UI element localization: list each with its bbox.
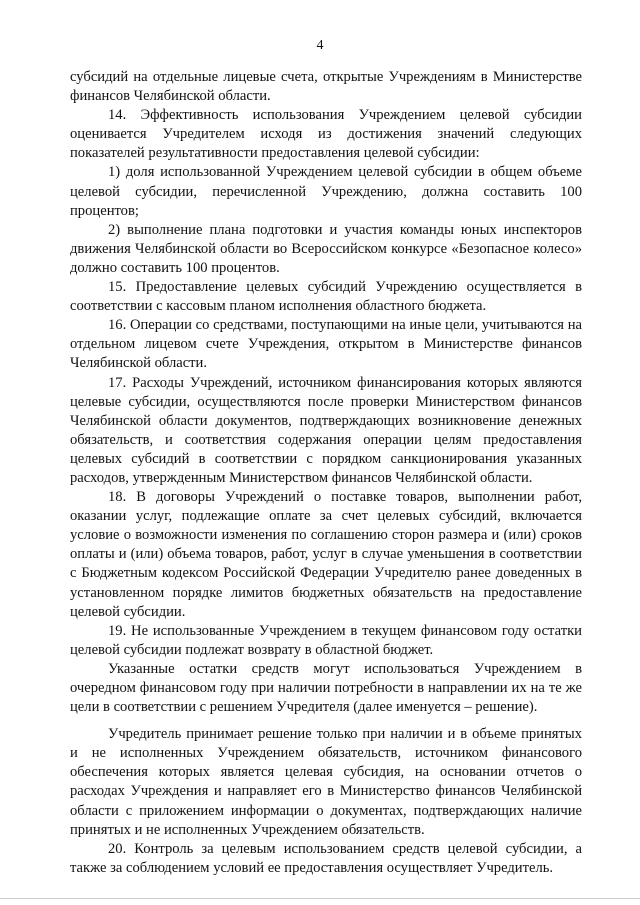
paragraph-17: 17. Расходы Учреждений, источником финансирования которых являются целевые субсидии, осуществляются после проверки Министерством финансов Челябинской области документов, подтверждающих возникновение денежных обязательств, и соответствия содержания операции целям предоставления целевых субсидий в соответствии с порядком санкционирования указанных расходов, утвержденным Министерством финансов Челябинской области. — [70, 374, 582, 486]
scan-edge-line — [0, 898, 640, 899]
paragraph-18: 18. В договоры Учреждений о поставке товаров, выполнении работ, оказании услуг, подлежащие оплате за счет целевых субсидий, включается условие о возможности изменения по соглашению сторон размера и (или) сроков оплаты и (или) объема товаров, работ, услуг в случае уменьшения в соответствии с Бюджетным кодексом Российской Федерации Учредителю ранее доведенных в установленном порядке лимитов бюджетных обязательств на предоставление целевой субсидии. — [70, 489, 582, 620]
paragraph-14: 14. Эффективность использования Учреждением целевой субсидии оценивается Учредителем исходя из достижения значений следующих показателей результативности предоставления целевой субсидии: — [70, 107, 582, 162]
paragraph-15: 15. Предоставление целевых субсидий Учреждению осуществляется в соответствии с кассовым планом исполнения областного бюджета. — [70, 279, 582, 315]
paragraph-continuation: субсидий на отдельные лицевые счета, открытые Учреждениям в Министерстве финансов Челябинской области. — [70, 69, 582, 105]
page-number: 4 — [316, 38, 324, 53]
document-body — [70, 68, 582, 878]
paragraph-19: 19. Не использованные Учреждением в текущем финансовом году остатки целевой субсидии подлежат возврату в областной бюджет. — [70, 622, 582, 658]
paragraph-20: 20. Контроль за целевым использованием средств целевой субсидии, а также за соблюдением условий ее предоставления осуществляет Учредитель. — [70, 840, 582, 876]
paragraph-19-remainder: Указанные остатки средств могут использоваться Учреждением в очередном финансовом году при наличии потребности в направлении их на те же цели в соответствии с решением Учредителя (далее именуется – решение). — [70, 660, 582, 716]
paragraph-14-item-1: 1) доля использованной Учреждением целевой субсидии в общем объеме целевой субсидии, перечисленной Учреждению, должна составить 100 процентов; — [70, 164, 582, 219]
paragraph-14-item-2: 2) выполнение плана подготовки и участия команды юных инспекторов движения Челябинской области во Всероссийском конкурсе «Безопасное колесо» должно составить 100 процентов. — [70, 221, 582, 276]
paragraph-16: 16. Операции со средствами, поступающими на иные цели, учитываются на отдельном лицевом счете Учреждения, открытом в Министерстве финансов Челябинской области. — [70, 317, 582, 372]
paragraph-decision: Учредитель принимает решение только при наличии и в объеме принятых и не исполненных Учреждением обязательств, источником финансового обеспечения которых является целевая субсидия, на основании отчетов о расходах Учреждения и направляет его в Министерство финансов Челябинской области с приложением информации о документах, подтверждающих наличие принятых и не исполненных Учреждением обязательств. — [70, 726, 582, 838]
